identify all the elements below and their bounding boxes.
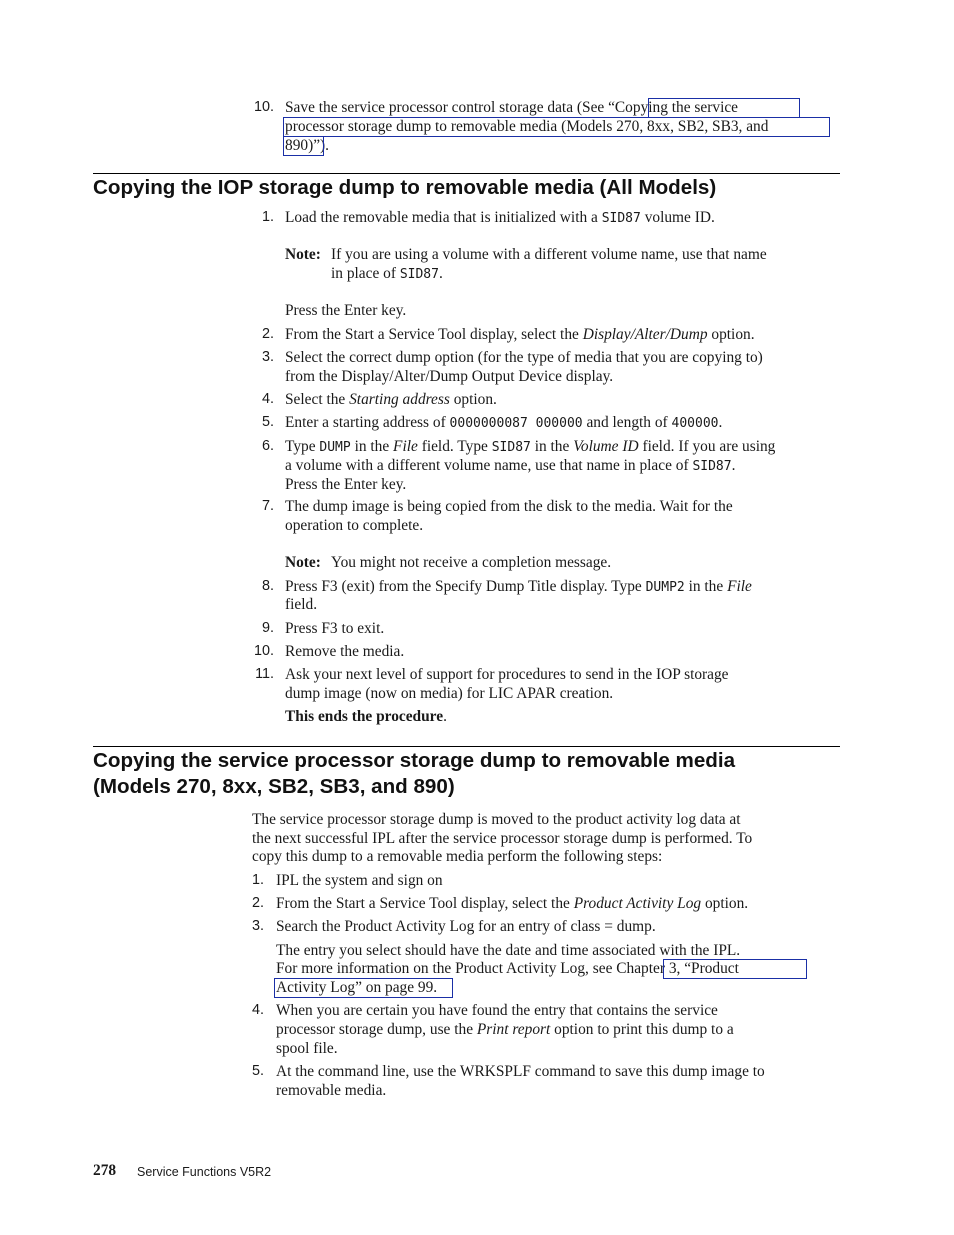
book-title: Service Functions V5R2 <box>137 1165 272 1179</box>
step-text: At the command line, use the WRKSPLF command to save this dump image to <box>276 1063 765 1080</box>
step-text: Press F3 to exit. <box>285 620 385 637</box>
text: Select the <box>285 391 350 408</box>
procedure-end <box>285 707 447 726</box>
text: in place of <box>331 265 400 282</box>
step-number: 8. <box>261 578 274 594</box>
code: SID87 <box>692 459 732 474</box>
link-chapter-3-cont[interactable]: Activity Log” on page 99 <box>276 979 434 996</box>
code: 0000000087 000000 <box>449 416 583 431</box>
step-text <box>285 390 497 409</box>
step-text: When you are certain you have found the entry that contains the service <box>276 1002 718 1019</box>
step-text-line <box>285 98 738 117</box>
step-text: field. <box>285 596 318 613</box>
text: option. <box>701 895 749 912</box>
field-name: Volume ID <box>573 438 639 455</box>
step-text-line <box>285 136 329 155</box>
step-text: ). <box>320 137 330 154</box>
page-number: 278 <box>93 1162 117 1179</box>
text: . <box>438 265 443 282</box>
step-number: 1. <box>261 209 274 225</box>
field-name: File <box>393 438 418 455</box>
step-number: 10. <box>253 643 274 659</box>
step-number: 11. <box>255 666 274 682</box>
step-text <box>285 456 735 476</box>
text: in the <box>530 438 574 455</box>
text: Type <box>285 438 320 455</box>
text: in the <box>684 578 728 595</box>
step-text: Save the service processor control storage data (See <box>285 99 609 116</box>
step-text: spool file. <box>276 1040 338 1057</box>
text: From the Start a Service Tool display, select the <box>285 326 583 343</box>
step-text <box>276 959 739 978</box>
step-text: from the Display/Alter/Dump Output Device display. <box>285 368 614 385</box>
text: . <box>731 457 736 474</box>
step-text <box>276 1020 734 1039</box>
step-number: 3. <box>251 918 264 934</box>
step-number: 7. <box>261 498 274 514</box>
step-text: Select the correct dump option (for the type of media that you are copying to) <box>285 349 763 366</box>
step-text: dump image (now on media) for LIC APAR creation. <box>285 685 614 702</box>
intro-text: the next successful IPL after the service processor storage dump is performed. To <box>252 830 753 847</box>
note-label: Note: <box>285 554 321 571</box>
end-text: This ends the procedure <box>285 708 444 725</box>
section-heading: Copying the IOP storage dump to removable media (All Models) <box>93 176 717 199</box>
step-text: Search the Product Activity Log for an entry of class = dump. <box>276 918 656 935</box>
step-text <box>285 437 775 457</box>
step-text: Ask your next level of support for procedures to send in the IOP storage <box>285 666 729 683</box>
section-heading: Copying the service processor storage dump to removable media <box>93 749 736 772</box>
step-text <box>285 577 752 597</box>
intro-text: The service processor storage dump is moved to the product activity log data at <box>252 811 741 828</box>
text: Enter a starting address of <box>285 414 450 431</box>
step-number: 1. <box>251 872 264 888</box>
option-name: Display/Alter/Dump <box>582 326 708 343</box>
step-number: 5. <box>261 414 274 430</box>
step-text: operation to complete. <box>285 517 424 534</box>
step-number: 2. <box>251 895 264 911</box>
step-text <box>276 894 748 913</box>
note-text <box>331 264 443 284</box>
text: field. If you are using <box>638 438 776 455</box>
step-text: Press the Enter key. <box>285 302 407 319</box>
text: option to print this dump to a <box>550 1021 734 1038</box>
step-text: The dump image is being copied from the disk to the media. Wait for the <box>285 498 733 515</box>
section-heading-cont: (Models 270, 8xx, SB2, SB3, and 890) <box>93 775 455 798</box>
text: option. <box>449 391 497 408</box>
step-number: 5. <box>251 1063 264 1079</box>
step-number: 10. <box>253 99 274 115</box>
step-text <box>285 208 715 228</box>
code: DUMP <box>319 440 351 455</box>
intro-text: copy this dump to a removable media perform the following steps: <box>252 848 663 865</box>
option-name: Starting address <box>349 391 450 408</box>
text: . <box>443 708 447 725</box>
step-text <box>276 978 437 997</box>
option-name: Print report <box>476 1021 551 1038</box>
text: Load the removable media that is initialized with a <box>285 209 602 226</box>
step-text: Remove the media. <box>285 643 405 660</box>
note-text: If you are using a volume with a different volume name, use that name <box>331 246 767 263</box>
text: volume ID. <box>640 209 715 226</box>
step-text: Press the Enter key. <box>285 476 407 493</box>
field-name: File <box>727 578 752 595</box>
link-copying-sp-dump[interactable]: “Copying the service <box>608 99 739 116</box>
option-name: Product Activity Log <box>573 895 702 912</box>
step-text <box>285 413 722 433</box>
code: SID87 <box>399 267 439 282</box>
step-text: removable media. <box>276 1082 387 1099</box>
text: option. <box>707 326 755 343</box>
note-text: You might not receive a completion message. <box>331 554 612 571</box>
link-copying-sp-dump-end[interactable]: 890)” <box>285 137 321 154</box>
step-text: The entry you select should have the date and time associated with the IPL. <box>276 942 741 959</box>
step-number: 3. <box>261 349 274 365</box>
text: field. Type <box>417 438 492 455</box>
text: From the Start a Service Tool display, select the <box>276 895 574 912</box>
step-text: IPL the system and sign on <box>276 872 443 889</box>
section-divider <box>93 746 840 747</box>
text: . <box>718 414 723 431</box>
text: in the <box>350 438 394 455</box>
step-number: 2. <box>261 326 274 342</box>
text: . <box>433 979 438 996</box>
code: 400000 <box>671 416 719 431</box>
note-label: Note: <box>285 246 321 263</box>
link-chapter-3[interactable]: Chapter 3, “Product <box>616 960 739 977</box>
code: SID87 <box>491 440 531 455</box>
text: For more information on the Product Activity Log, see <box>276 960 617 977</box>
text: processor storage dump, use the <box>276 1021 477 1038</box>
code: SID87 <box>601 211 641 226</box>
text: Press F3 (exit) from the Specify Dump Title display. Type <box>285 578 646 595</box>
text: and length of <box>582 414 672 431</box>
step-number: 6. <box>261 438 274 454</box>
step-number: 4. <box>261 391 274 407</box>
section-divider <box>93 173 840 174</box>
step-text <box>285 325 755 344</box>
link-copying-sp-dump-cont[interactable]: processor storage dump to removable media (Models 270, 8xx, SB2, SB3, and <box>285 118 769 135</box>
text: a volume with a different volume name, use that name in place of <box>285 457 693 474</box>
step-number: 4. <box>251 1002 264 1018</box>
code: DUMP2 <box>645 580 685 595</box>
step-number: 9. <box>261 620 274 636</box>
